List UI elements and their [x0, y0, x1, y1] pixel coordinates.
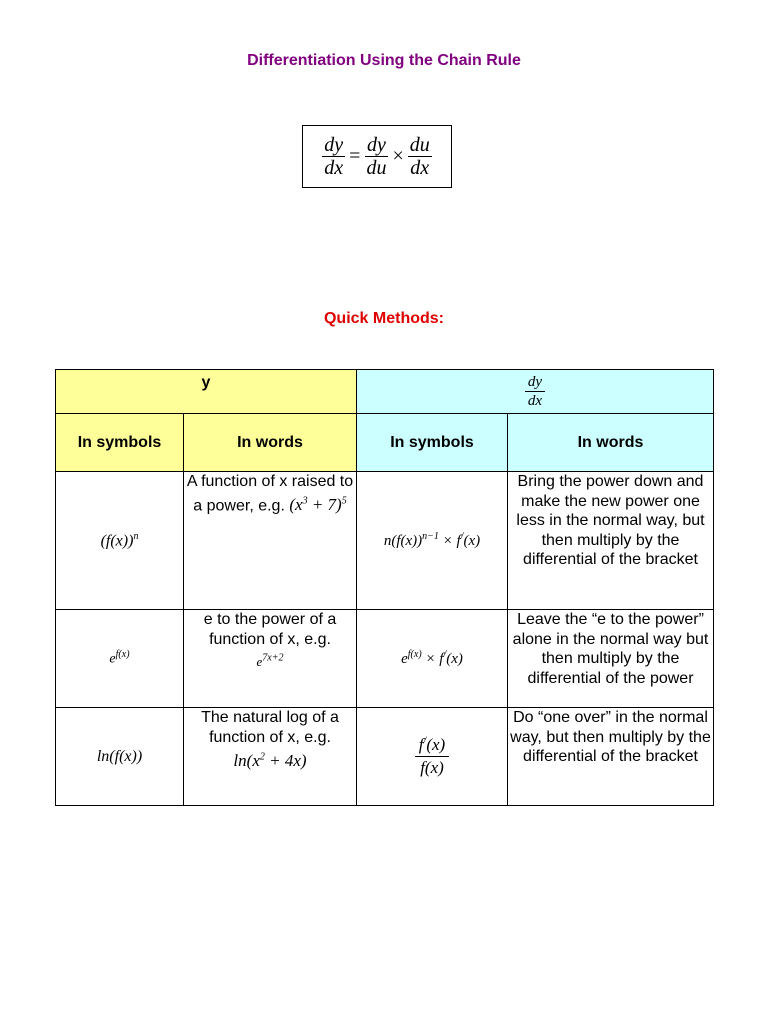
col-header-symbols-derivative: In symbols [357, 414, 508, 472]
quick-methods-table [55, 369, 714, 806]
dydx-words-power: Bring the power down and make the new power one less in the normal way, but then multiply by the differential of the bracket [508, 472, 714, 610]
fraction-dy-du: $\frac{dy}{du}$ [366, 134, 387, 179]
col-header-words: In words [184, 414, 357, 472]
y-symbol-exp: $e^{f(x)}$ [56, 610, 184, 708]
dydx-symbol-exp: $e^{f(x)} \times f^/(x)$ [357, 610, 508, 708]
example-exp: $e^{7x+2}$ [256, 653, 284, 670]
example-power: $(x^3 + 7)^5$ [289, 495, 347, 515]
fraction-du-dx: $\frac{du}{dx}$ [409, 134, 430, 179]
y-words-ln: The natural log of a function of x, e.g. $\ln(x^2 + 4x)$ [184, 708, 357, 806]
table-row [56, 610, 714, 708]
header-dydx: $\frac{dy}{dx}$ [357, 370, 714, 414]
y-symbol-ln: ln(f(x)) [56, 708, 184, 806]
table-row [56, 472, 714, 610]
y-words-power: A function of x raised to a power, e.g. $(x^3 + 7)^5$ [184, 472, 357, 610]
col-header-symbols: In symbols [56, 414, 184, 472]
table-row [56, 708, 714, 806]
col-header-words-derivative: In words [508, 414, 714, 472]
equals-sign: = [349, 145, 361, 167]
section-subtitle: Quick Methods: [323, 310, 444, 327]
dydx-words-exp: Leave the “e to the power” alone in the normal way but then multiply by the differential of the power [508, 610, 714, 708]
chain-rule-formula [302, 125, 452, 188]
y-symbol-power: $(f(x))^n$ [56, 472, 184, 610]
dydx-words-ln: Do “one over” in the normal way, but then multiply by the differential of the bracket [508, 708, 714, 806]
fraction-dy-dx: $\frac{dy}{dx}$ [324, 134, 344, 179]
dydx-symbol-power: $n(f(x))^{n-1} \times f^/(x)$ [357, 472, 508, 610]
dydx-symbol-ln: $\frac{f^/(x)}{f(x)}$ [357, 708, 508, 806]
header-y: y [56, 370, 357, 414]
times-sign: × [392, 145, 404, 167]
y-words-exp: e to the power of a function of x, e.g. $e^{7x+2}$ [184, 610, 357, 708]
example-ln: $\ln(x^2 + 4x)$ [233, 750, 307, 770]
page-title: Differentiation Using the Chain Rule [247, 52, 521, 69]
